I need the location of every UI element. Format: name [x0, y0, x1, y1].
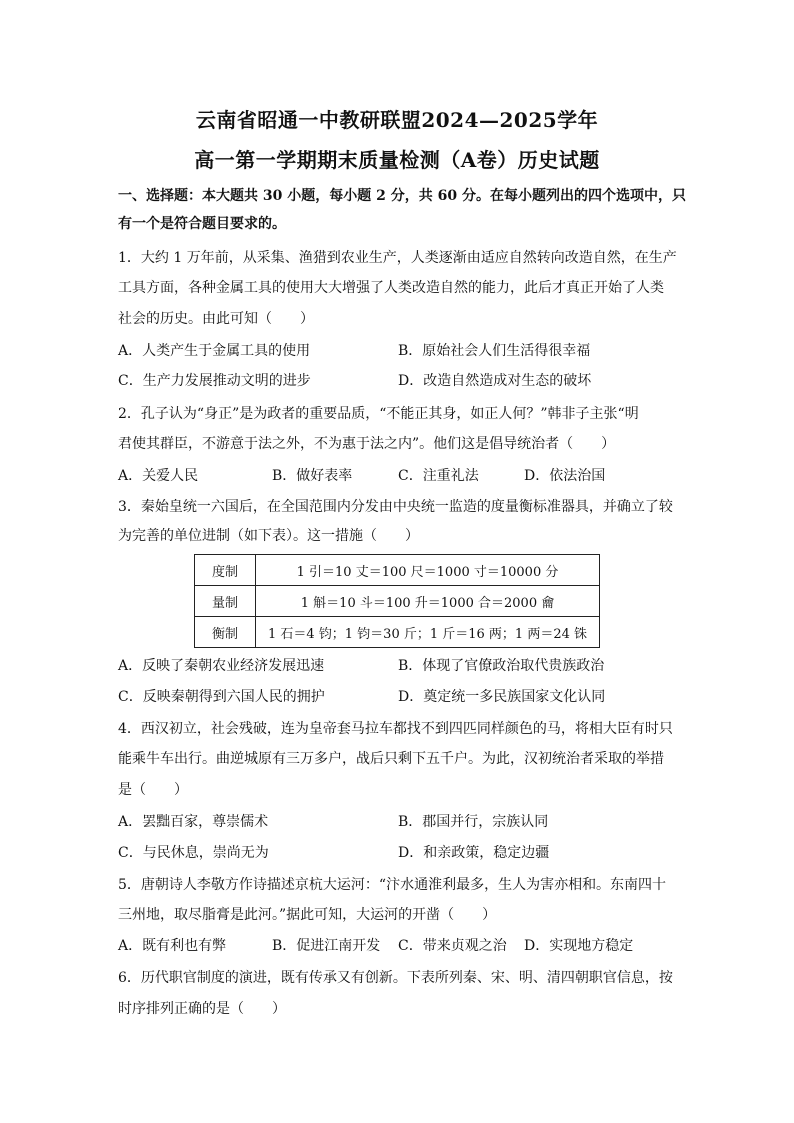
measurement-units-table [194, 554, 600, 648]
question-text-line: 君使其群臣，不游意于法之外，不为惠于法之内”。他们这是倡导统治者（ ） [118, 436, 616, 452]
section-intro-line1: 一、选择题：本大题共 30 小题，每小题 2 分，共 60 分。在每小题列出的四个选项中，只 [118, 188, 686, 204]
question-text-line: 工具方面，各种金属工具的使用大大增强了人类改造自然的能力，此后才真正开始了人类 [118, 280, 664, 296]
option-c[interactable]: C．生产力发展推动文明的进步 [118, 373, 311, 389]
table-cell-unit-type: 衡制 [195, 617, 256, 648]
question-text-line: 能乘牛车出行。曲逆城原有三万多户，战后只剩下五千户。为此，汉初统治者采取的举措 [118, 751, 664, 767]
table-cell-conversion: 1 石＝4 钧；1 钧＝30 斤；1 斤＝16 两；1 两＝24 铢 [256, 617, 600, 648]
option-a[interactable]: A．反映了秦朝农业经济发展迅速 [118, 658, 325, 674]
question-text-line: 2．孔子认为“身正”是为政者的重要品质，“不能正其身，如正人何？”韩非子主张“明 [118, 406, 639, 422]
option-b[interactable]: B．郡国并行，宗族认同 [398, 814, 549, 830]
table-cell-unit-type: 量制 [195, 586, 256, 617]
option-b[interactable]: B．体现了官僚政治取代贵族政治 [398, 658, 605, 674]
option-c[interactable]: C．反映秦朝得到六国人民的拥护 [118, 689, 325, 705]
option-b[interactable]: B．原始社会人们生活得很幸福 [398, 343, 591, 359]
question-text-line: 为完善的单位进制（如下表）。这一措施（ ） [118, 528, 419, 544]
option-a[interactable]: A．关爱人民 [118, 468, 199, 484]
question-text-line: 1．大约 1 万年前，从采集、渔猎到农业生产，人类逐渐由适应自然转向改造自然，在生产 [118, 250, 677, 266]
option-a[interactable]: A．罢黜百家，尊崇儒术 [118, 814, 269, 830]
option-a[interactable]: A．人类产生于金属工具的使用 [118, 343, 311, 359]
option-d[interactable]: D．实现地方稳定 [524, 938, 634, 954]
table-cell-conversion: 1 引＝10 丈＝100 尺＝1000 寸＝10000 分 [256, 555, 600, 586]
question-text-line: 社会的历史。由此可知（ ） [118, 311, 314, 327]
option-b[interactable]: B．做好表率 [272, 468, 353, 484]
option-a[interactable]: A．既有利也有弊 [118, 938, 227, 954]
table-row [195, 617, 600, 648]
question-text-line: 三州地，取尽脂膏是此河。”据此可知，大运河的开凿（ ） [118, 907, 497, 923]
option-b[interactable]: B．促进江南开发 [272, 938, 381, 954]
table-cell-conversion: 1 斛＝10 斗＝100 升＝1000 合＝2000 龠 [256, 586, 600, 617]
option-d[interactable]: D．依法治国 [524, 468, 606, 484]
exam-title-line2: 高一第一学期期末质量检测（A卷）历史试题 [194, 148, 600, 172]
question-text-line: 时序排列正确的是（ ） [118, 1001, 286, 1017]
option-d[interactable]: D．奠定统一多民族国家文化认同 [398, 689, 606, 705]
question-text-line: 4．西汉初立，社会残破，连为皇帝套马拉车都找不到四匹同样颜色的马，将相大臣有时只 [118, 721, 673, 737]
exam-title-line1: 云南省昭通一中教研联盟2024—2025学年 [195, 108, 599, 132]
option-c[interactable]: C．与民休息，崇尚无为 [118, 845, 269, 861]
option-d[interactable]: D．改造自然造成对生态的破坏 [398, 373, 592, 389]
option-d[interactable]: D．和亲政策，稳定边疆 [398, 845, 550, 861]
question-text-line: 3．秦始皇统一六国后，在全国范围内分发由中央统一监造的度量衡标准器具，并确立了较 [118, 499, 673, 515]
table-row [195, 555, 600, 586]
option-c[interactable]: C．注重礼法 [398, 468, 479, 484]
question-text-line: 6．历代职官制度的演进，既有传承又有创新。下表所列秦、宋、明、清四朝职官信息，按 [118, 970, 673, 986]
table-row [195, 586, 600, 617]
question-text-line: 5．唐朝诗人李敬方作诗描述京杭大运河：“汴水通淮利最多，生人为害亦相和。东南四十 [118, 877, 667, 893]
question-text-line: 是（ ） [118, 782, 188, 798]
option-c[interactable]: C．带来贞观之治 [398, 938, 507, 954]
section-intro-line2: 有一个是符合题目要求的。 [118, 216, 286, 232]
table-cell-unit-type: 度制 [195, 555, 256, 586]
